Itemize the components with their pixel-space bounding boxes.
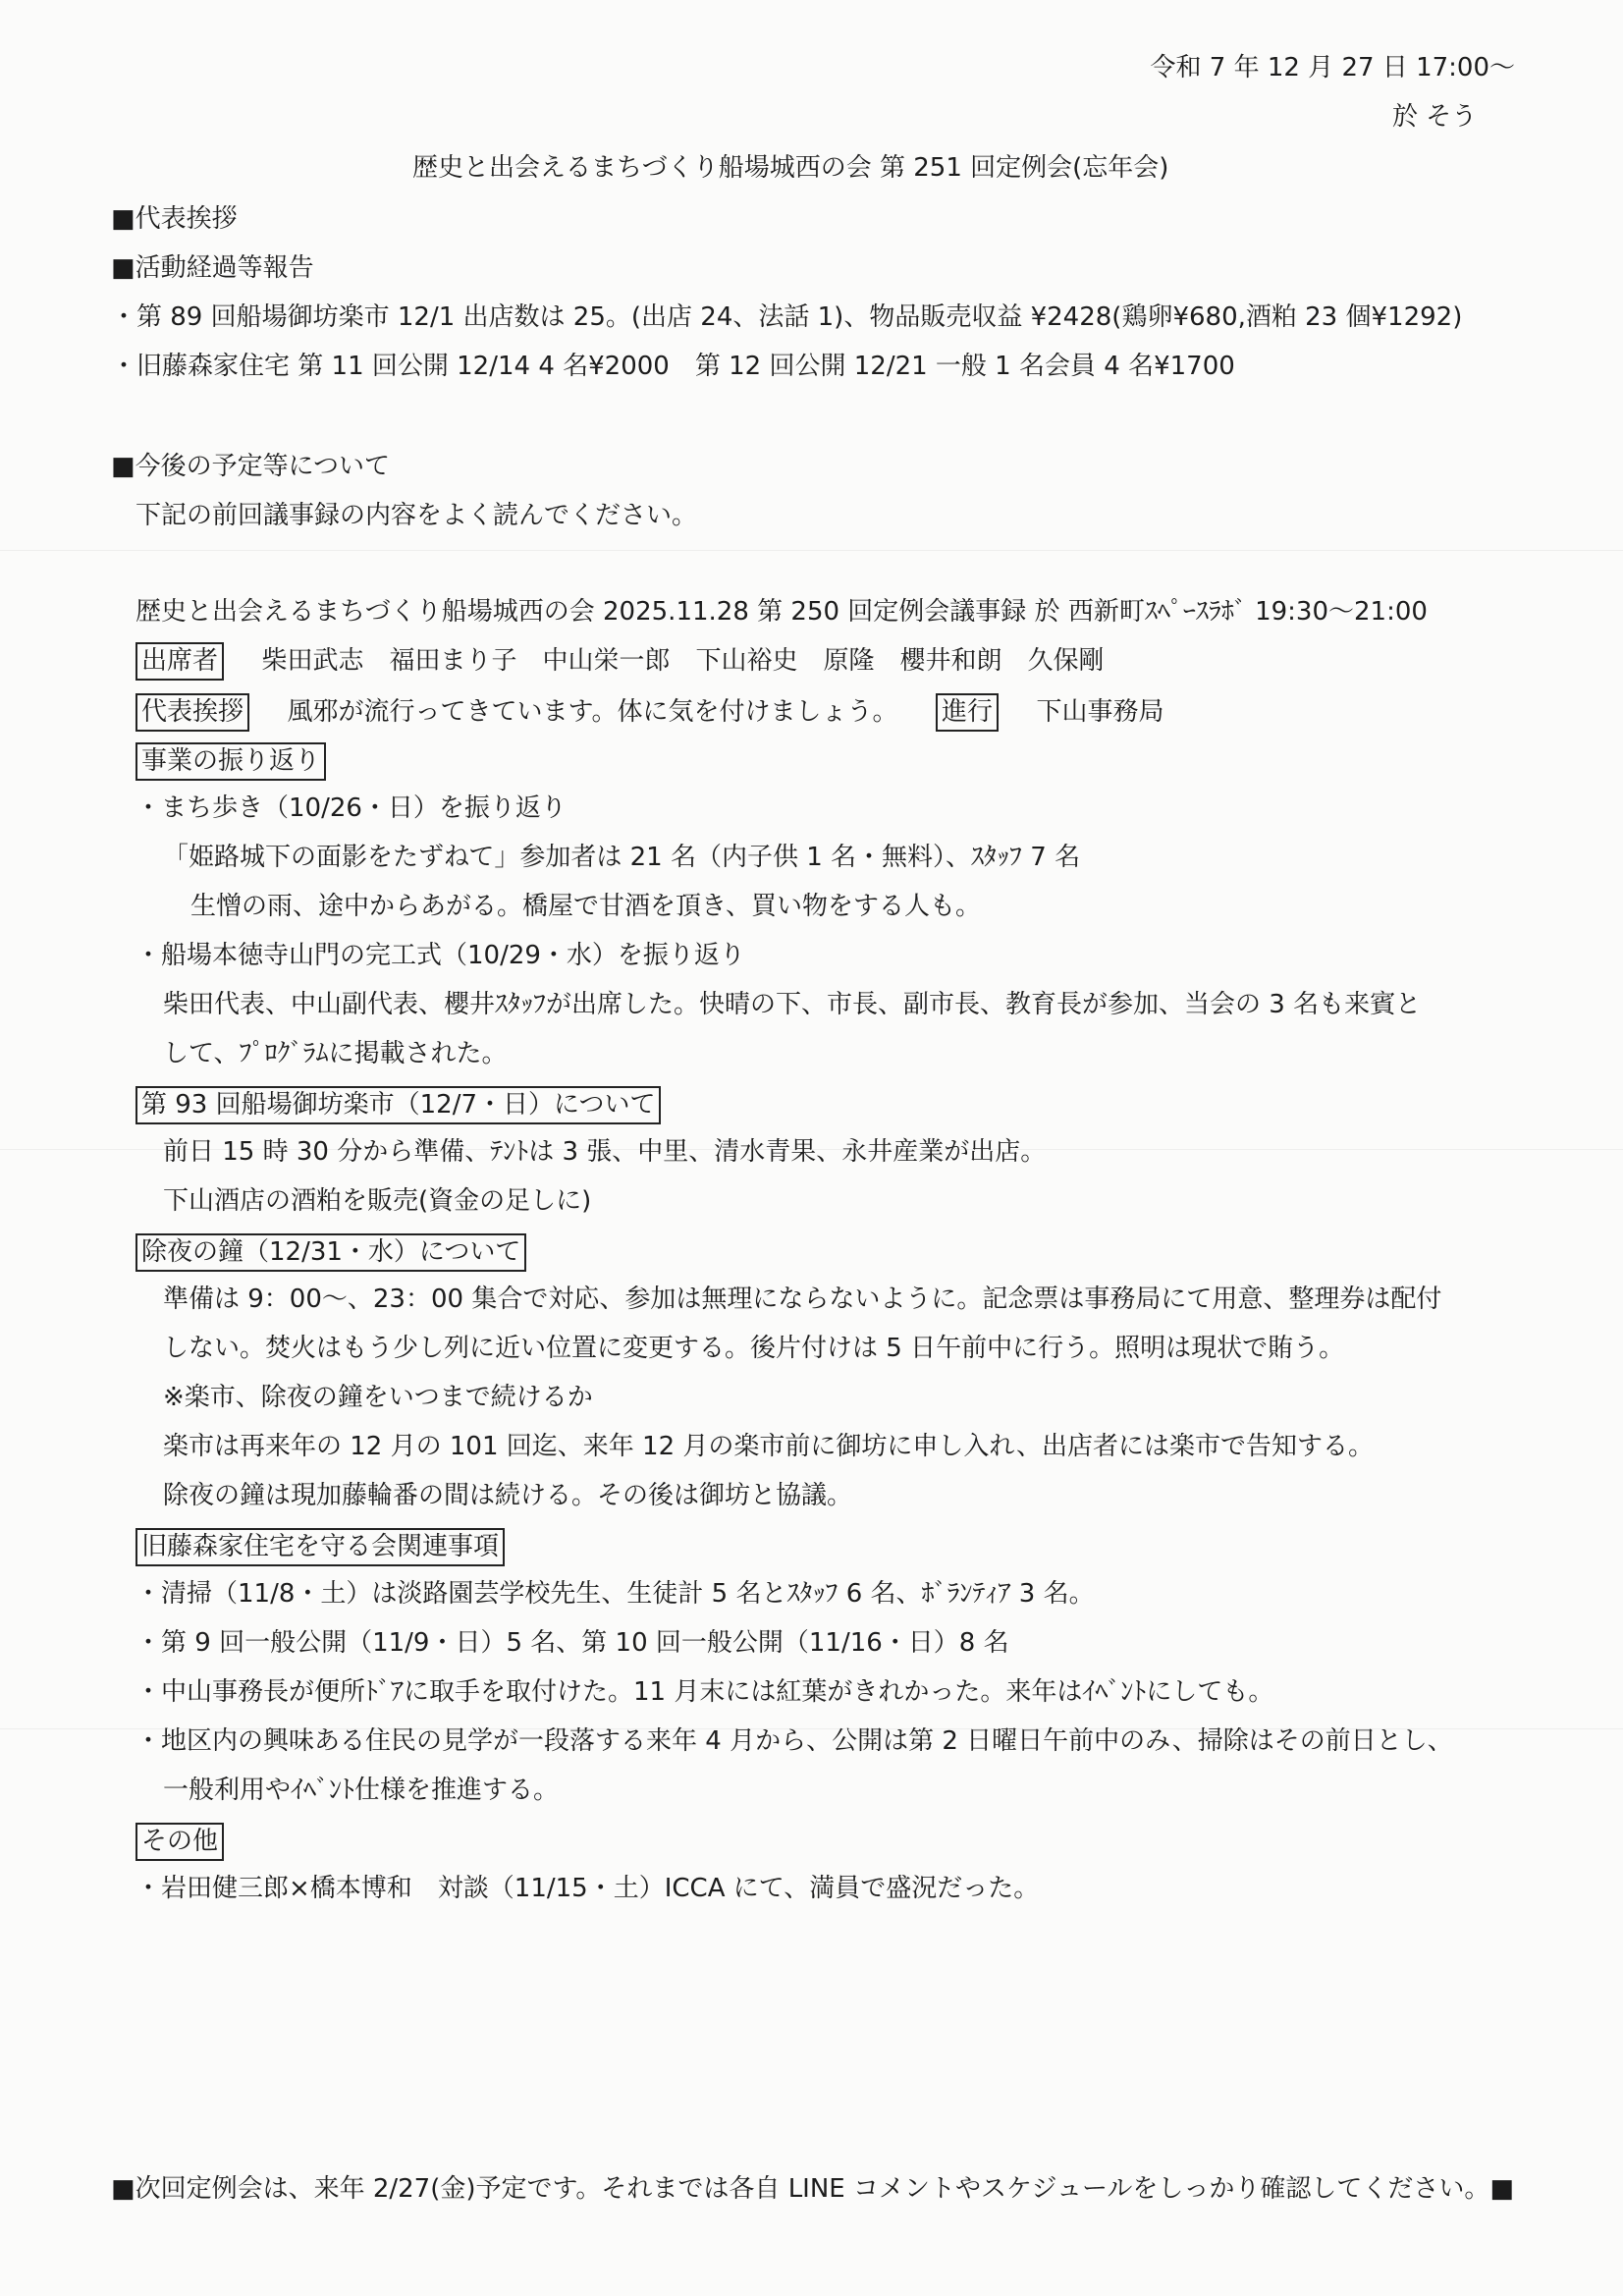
fujimori-line: ・中山事務長が便所ﾄﾞｱに取手を取付けた。11 月末には紅葉がきれかった。来年はｲﾍﾞﾝﾄにしても。 xyxy=(135,1677,1274,1707)
review-label: 事業の振り返り xyxy=(135,742,326,781)
document-title: 歴史と出会えるまちづくり船場城西の会 第 251 回定例会(忘年会) xyxy=(412,153,1169,183)
review-line: して、ﾌﾟﾛｸﾞﾗﾑに掲載された。 xyxy=(163,1039,508,1068)
rep-greeting-label: 代表挨拶 xyxy=(135,693,249,732)
attendees-list: 柴田武志 福田まり子 中山栄一郎 下山裕史 原隆 櫻井和朗 久保剛 xyxy=(261,646,1105,676)
review-line: ・船場本徳寺山門の完工式（10/29・水）を振り返り xyxy=(135,941,745,970)
rakuichi-label: 第 93 回船場御坊楽市（12/7・日）について xyxy=(135,1086,661,1124)
rep-greeting-text: 風邪が流行ってきています。体に気を付けましょう。 xyxy=(287,697,898,727)
fujimori-section xyxy=(135,1528,505,1566)
bell-line: しない。焚火はもう少し列に近い位置に変更する。後片付けは 5 日午前中に行う。照明は現状で賄う。 xyxy=(163,1334,1345,1363)
meeting-date: 令和 7 年 12 月 27 日 17:00～ xyxy=(1150,53,1515,82)
bell-line: 準備は 9：00～、23：00 集合で対応、参加は無理にならないように。記念票は事務局にて用意、整理券は配付 xyxy=(163,1285,1442,1314)
bell-line: 楽市は再来年の 12 月の 101 回迄、来年 12 月の楽市前に御坊に申し入れ、出店者には楽市で告知する。 xyxy=(163,1432,1374,1461)
future-note: 下記の前回議事録の内容をよく読んでください。 xyxy=(135,501,698,530)
fujimori-line: ・第 9 回一般公開（11/9・日）5 名、第 10 回一般公開（11/16・日）8 名 xyxy=(135,1628,1009,1658)
rakuichi-line: 前日 15 時 30 分から準備、ﾃﾝﾄは 3 張、中里、清水青果、永井産業が出店。 xyxy=(163,1137,1047,1167)
rakuichi-section xyxy=(135,1086,661,1124)
report-item: ・旧藤森家住宅 第 11 回公開 12/14 4 名¥2000 第 12 回公開 12/21 一般 1 名会員 4 名¥1700 xyxy=(111,352,1235,381)
review-line: ・まち歩き（10/26・日）を振り返り xyxy=(135,793,567,823)
attendees-row xyxy=(135,642,1105,681)
fujimori-line: ・地区内の興味ある住民の見学が一段落する来年 4 月から、公開は第 2 日曜日午前中のみ、掃除はその前日とし、 xyxy=(135,1726,1453,1756)
review-line: 「姫路城下の面影をたずねて」参加者は 21 名（内子供 1 名・無料）、ｽﾀｯﾌ 7 名 xyxy=(163,843,1081,872)
minutes-title: 歴史と出会えるまちづくり船場城西の会 2025.11.28 第 250 回定例会議事録 於 西新町ｽﾍﾟｰｽﾗﾎﾞ 19:30～21:00 xyxy=(135,597,1428,627)
greeting-heading: ■代表挨拶 xyxy=(111,204,238,234)
fujimori-label: 旧藤森家住宅を守る会関連事項 xyxy=(135,1528,505,1566)
rep-greeting-row xyxy=(135,693,1164,732)
fujimori-line: ・清掃（11/8・土）は淡路園芸学校先生、生徒計 5 名とｽﾀｯﾌ 6 名、ﾎﾞﾗﾝﾃｨｱ 3 名。 xyxy=(135,1579,1095,1609)
report-heading: ■活動経過等報告 xyxy=(111,253,314,283)
other-label: その他 xyxy=(135,1823,224,1861)
review-line: 柴田代表、中山副代表、櫻井ｽﾀｯﾌが出席した。快晴の下、市長、副市長、教育長が参加、当会の 3 名も来賓と xyxy=(163,990,1422,1019)
meeting-venue: 於 そう xyxy=(1392,102,1478,132)
report-item: ・第 89 回船場御坊楽市 12/1 出店数は 25。(出店 24、法話 1)、物品販売収益 ¥2428(鶏卵¥680,酒粕 23 個¥1292) xyxy=(111,302,1463,332)
bell-line: 除夜の鐘は現加藤輪番の間は続ける。その後は御坊と協議。 xyxy=(163,1481,853,1510)
attendees-label: 出席者 xyxy=(135,642,224,681)
future-heading: ■今後の予定等について xyxy=(111,452,391,481)
bell-label: 除夜の鐘（12/31・水）について xyxy=(135,1233,526,1272)
footer-note: ■次回定例会は、来年 2/27(金)予定です。それまでは各自 LINE コメントやスケジュールをしっかり確認してください。■ xyxy=(111,2174,1514,2204)
other-section xyxy=(135,1823,224,1861)
chair-label: 進行 xyxy=(936,693,999,732)
bell-section xyxy=(135,1233,526,1272)
rakuichi-line: 下山酒店の酒粕を販売(資金の足しに) xyxy=(163,1186,592,1216)
review-section xyxy=(135,742,326,781)
bell-line: ※楽市、除夜の鐘をいつまで続けるか xyxy=(163,1383,593,1412)
chair-text: 下山事務局 xyxy=(1036,697,1164,727)
review-line: 生憎の雨、途中からあがる。橋屋で甘酒を頂き、買い物をする人も。 xyxy=(190,892,981,921)
other-line: ・岩田健三郎×橋本博和 対談（11/15・土）ICCA にて、満員で盛況だった。 xyxy=(135,1874,1040,1903)
fujimori-line: 一般利用やｲﾍﾞﾝﾄ仕様を推進する。 xyxy=(163,1776,560,1805)
